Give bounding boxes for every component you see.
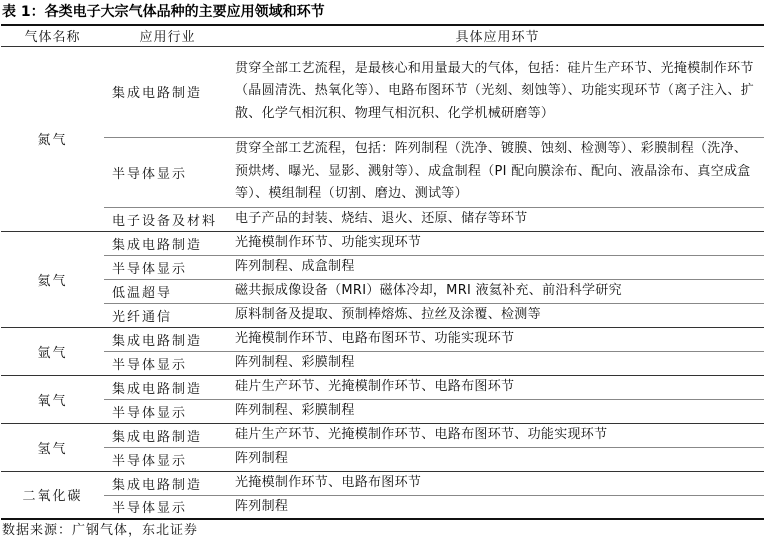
industry-cell: 半导体显示	[104, 137, 231, 207]
gas-name-cell: 氢气	[1, 423, 104, 471]
industry-cell: 半导体显示	[104, 399, 231, 423]
table-row	[1, 471, 764, 495]
industry-cell: 低温超导	[104, 279, 231, 303]
table-row	[1, 231, 764, 255]
application-cell: 贯穿全部工艺流程，包括：阵列制程（洗净、镀膜、蚀刻、检测等）、彩膜制程（洗净、预烘烤、曝光、显影、溅射等）、成盒制程（PI 配向膜涂布、配向、液晶涂布、真空成盒等）、模组制程（切割、磨边、测试等）	[231, 137, 764, 207]
industry-cell: 集成电路制造	[104, 423, 231, 447]
industry-cell: 半导体显示	[104, 495, 231, 519]
table-caption: 表 1：各类电子大宗气体品种的主要应用领域和环节	[2, 4, 325, 20]
application-cell: 阵列制程	[231, 495, 764, 519]
header-application: 具体应用环节	[231, 25, 764, 46]
industry-cell: 集成电路制造	[104, 46, 231, 137]
industry-cell: 集成电路制造	[104, 327, 231, 351]
application-cell: 光掩模制作环节、电路布图环节、功能实现环节	[231, 327, 764, 351]
table-row	[1, 207, 764, 231]
industry-cell: 集成电路制造	[104, 471, 231, 495]
application-cell: 电子产品的封装、烧结、退火、还原、储存等环节	[231, 207, 764, 231]
table-row	[1, 255, 764, 279]
gas-name-cell: 氮气	[1, 46, 104, 231]
industry-cell: 半导体显示	[104, 447, 231, 471]
gas-name-cell: 氩气	[1, 327, 104, 375]
table-row	[1, 303, 764, 327]
table-row	[1, 447, 764, 471]
application-cell: 光掩模制作环节、功能实现环节	[231, 231, 764, 255]
table-header-row	[1, 25, 764, 46]
industry-cell: 光纤通信	[104, 303, 231, 327]
table-row	[1, 351, 764, 375]
gas-name-cell: 二氧化碳	[1, 471, 104, 519]
table-row	[1, 279, 764, 303]
application-cell: 阵列制程、成盒制程	[231, 255, 764, 279]
application-cell: 贯穿全部工艺流程，是最核心和用量最大的气体，包括：硅片生产环节、光掩模制作环节（晶圆清洗、热氧化等）、电路布图环节（光刻、刻蚀等）、功能实现环节（离子注入、扩散、化学气相沉积、物理气相沉积、化学机械研磨等）	[231, 46, 764, 137]
application-cell: 原料制备及提取、预制棒熔炼、拉丝及涂覆、检测等	[231, 303, 764, 327]
table-row	[1, 399, 764, 423]
industry-cell: 半导体显示	[104, 255, 231, 279]
gas-name-cell: 氧气	[1, 375, 104, 423]
application-cell: 磁共振成像设备（MRI）磁体冷却，MRI 液氦补充、前沿科学研究	[231, 279, 764, 303]
application-cell: 阵列制程	[231, 447, 764, 471]
gas-name-cell: 氦气	[1, 231, 104, 327]
industry-cell: 集成电路制造	[104, 231, 231, 255]
gas-application-table	[1, 24, 764, 520]
data-source-note: 数据来源：广钢气体，东北证券	[2, 523, 199, 538]
table-row	[1, 46, 764, 137]
table-row	[1, 137, 764, 207]
application-cell: 阵列制程、彩膜制程	[231, 399, 764, 423]
table-row	[1, 375, 764, 399]
application-cell: 阵列制程、彩膜制程	[231, 351, 764, 375]
header-gas-name: 气体名称	[1, 25, 104, 46]
industry-cell: 电子设备及材料	[104, 207, 231, 231]
application-cell: 光掩模制作环节、电路布图环节	[231, 471, 764, 495]
industry-cell: 集成电路制造	[104, 375, 231, 399]
application-cell: 硅片生产环节、光掩模制作环节、电路布图环节	[231, 375, 764, 399]
table-body	[1, 46, 764, 519]
industry-cell: 半导体显示	[104, 351, 231, 375]
header-industry: 应用行业	[104, 25, 231, 46]
table-row	[1, 327, 764, 351]
table-row	[1, 495, 764, 519]
application-cell: 硅片生产环节、光掩模制作环节、电路布图环节、功能实现环节	[231, 423, 764, 447]
table-row	[1, 423, 764, 447]
